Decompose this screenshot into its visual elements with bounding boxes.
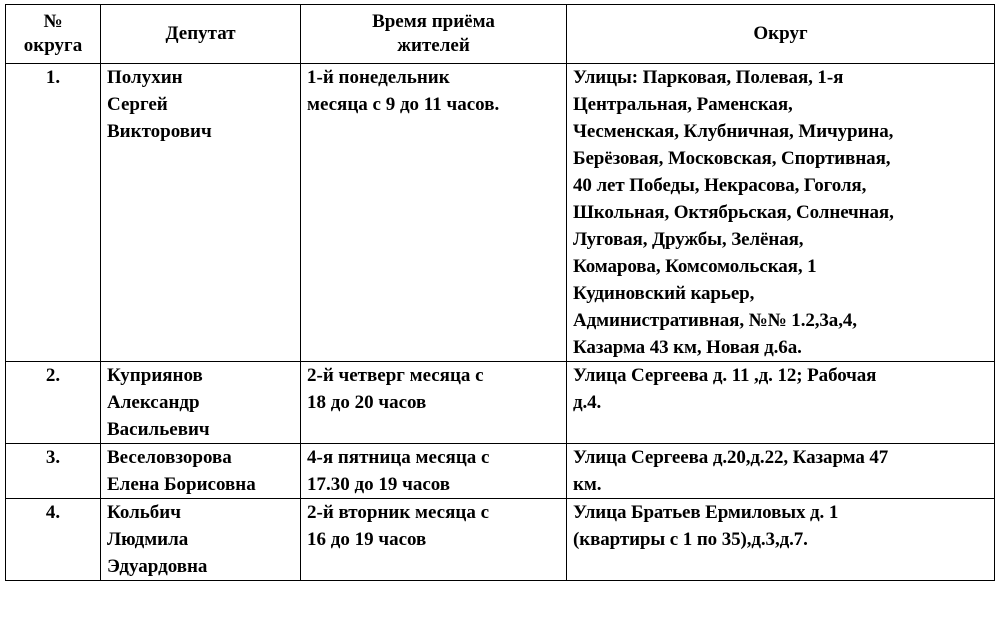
district-streets-line: Улица Братьев Ермиловых д. 1 <box>573 502 839 523</box>
district-streets-line: Берёзовая, Московская, Спортивная, <box>573 148 891 169</box>
table-row <box>6 444 995 499</box>
header-district: Округ <box>567 5 995 64</box>
reception-time <box>301 499 567 581</box>
deputy-name-line: Полухин <box>107 67 183 88</box>
reception-time <box>301 64 567 362</box>
district-number: 4. <box>6 499 101 581</box>
deputy-name-line: Куприянов <box>107 365 203 386</box>
table-row <box>6 499 995 581</box>
deputies-table <box>5 4 995 581</box>
deputy-name-line: Викторович <box>107 121 212 142</box>
district-streets-line: Луговая, Дружбы, Зелёная, <box>573 229 804 250</box>
district-streets <box>567 362 995 444</box>
header-number: № округа <box>6 5 101 64</box>
district-number: 2. <box>6 362 101 444</box>
district-streets <box>567 444 995 499</box>
deputy-name <box>101 362 301 444</box>
district-streets-line: Кудиновский карьер, <box>573 283 755 304</box>
deputy-name-line: Елена Борисовна <box>107 474 256 495</box>
reception-time-line: месяца с 9 до 11 часов. <box>307 94 500 115</box>
reception-time-line: 18 до 20 часов <box>307 392 427 413</box>
reception-time-line: 2-й четверг месяца с <box>307 365 484 386</box>
reception-time <box>301 444 567 499</box>
reception-time-line: 2-й вторник месяца с <box>307 502 490 523</box>
district-streets <box>567 64 995 362</box>
district-number: 1. <box>6 64 101 362</box>
reception-time-line: 4-я пятница месяца с <box>307 447 490 468</box>
table-header-row <box>6 5 995 64</box>
district-streets-line: Административная, №№ 1.2,3а,4, <box>573 310 857 331</box>
district-streets-line: Улица Сергеева д.20,д.22, Казарма 47 <box>573 447 889 468</box>
district-streets-line: Улицы: Парковая, Полевая, 1-я <box>573 67 844 88</box>
deputy-name-line: Веселовзорова <box>107 447 232 468</box>
reception-time-line: 17.30 до 19 часов <box>307 474 451 495</box>
district-streets-line: Чесменская, Клубничная, Мичурина, <box>573 121 894 142</box>
district-streets-line: Комарова, Комсомольская, 1 <box>573 256 817 277</box>
district-streets <box>567 499 995 581</box>
district-streets-line: км. <box>573 474 602 495</box>
reception-time-line: 1-й понедельник <box>307 67 450 88</box>
deputy-name-line: Эдуардовна <box>107 556 208 577</box>
district-streets-line: (квартиры с 1 по 35),д.3,д.7. <box>573 529 808 550</box>
district-streets-line: Школьная, Октябрьская, Солнечная, <box>573 202 894 223</box>
reception-time-line: 16 до 19 часов <box>307 529 427 550</box>
district-streets-line: д.4. <box>573 392 602 413</box>
reception-time <box>301 362 567 444</box>
header-reception: Время приёма жителей <box>301 5 567 64</box>
deputy-name-line: Сергей <box>107 94 168 115</box>
district-streets-line: Казарма 43 км, Новая д.6а. <box>573 337 802 358</box>
table-row <box>6 362 995 444</box>
deputy-name <box>101 499 301 581</box>
header-deputy: Депутат <box>101 5 301 64</box>
district-streets-line: Улица Сергеева д. 11 ,д. 12; Рабочая <box>573 365 877 386</box>
deputy-name-line: Кольбич <box>107 502 181 523</box>
district-streets-line: Центральная, Раменская, <box>573 94 793 115</box>
deputy-name <box>101 444 301 499</box>
district-streets-line: 40 лет Победы, Некрасова, Гоголя, <box>573 175 867 196</box>
deputy-name-line: Александр <box>107 392 200 413</box>
deputy-name-line: Людмила <box>107 529 189 550</box>
deputy-name-line: Васильевич <box>107 419 210 440</box>
deputy-name <box>101 64 301 362</box>
table-row <box>6 64 995 362</box>
district-number: 3. <box>6 444 101 499</box>
